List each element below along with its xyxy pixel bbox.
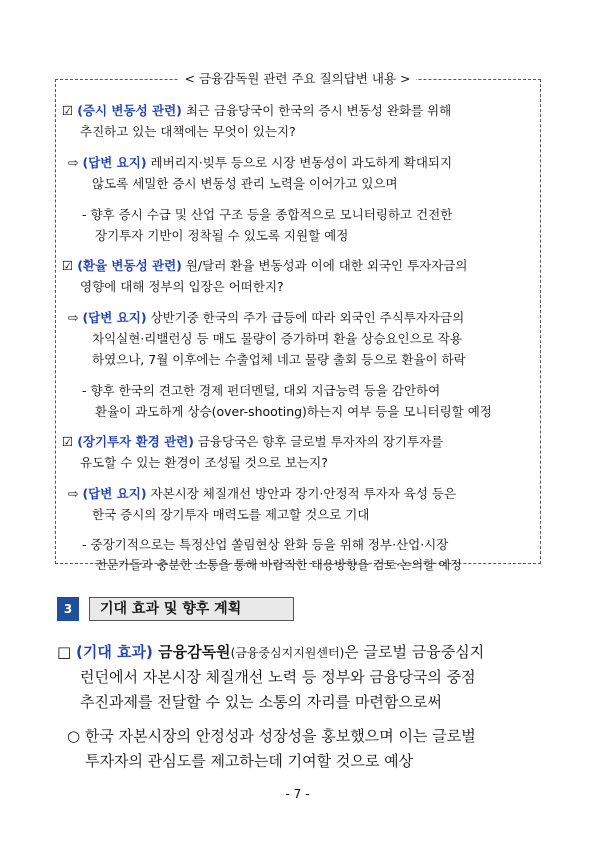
detail-1: - 향후 증시 수급 및 산업 구조 등을 종합적으로 모니터링하고 건전한 [82,207,453,222]
question-2: ☑ (환율 변동성 관련) 원/달러 환율 변동성과 이에 대한 외국인 투자자금의 [62,258,468,273]
effect-line3: 추진과제를 전달할 수 있는 소통의 자리를 마련함으로써 [80,693,442,711]
question-1-line2: 추진하고 있는 대책에는 무엇이 있는지? [80,124,296,139]
checkbox-icon: ☑ [62,434,74,449]
section-title: 기대 효과 및 향후 계획 [89,597,294,621]
circle-bullet-icon: ○ [67,727,81,745]
answer-2-line3: 하였으나, 7월 이후에는 수출업체 네고 물량 출회 등으로 환율이 하락 [92,352,466,367]
effect-paragraph: □ (기대 효과) 금융감독원(금융중심지지원센터)은 글로벌 금융중심지 [57,643,485,661]
answer-3-line2: 한국 증시의 장기투자 매력도를 제고할 것으로 기대 [92,507,370,522]
effect2-line2: 투자자의 관심도를 제고하는데 기여할 것으로 예상 [85,752,414,770]
answer-2-line2: 차익실현·리밸런싱 등 매도 물량이 증가하며 환율 상승요인으로 작용 [92,331,462,346]
arrow-icon: ⇨ [68,486,79,501]
effect-line2: 런던에서 자본시장 체질개선 노력 등 정부와 금융당국의 중점 [80,668,476,686]
answer-3: ⇨ (답변 요지) 자본시장 체질개선 방안과 장기·안정적 투자자 육성 등은 [68,486,457,501]
question-2-line2: 영향에 대해 정부의 입장은 어떠한지? [80,279,284,294]
question-1: ☑ (증시 변동성 관련) 최근 금융당국이 한국의 증시 변동성 완화를 위해 [62,103,452,118]
checkbox-icon: ☑ [62,258,74,273]
arrow-icon: ⇨ [68,310,79,325]
page-number: - 7 - [285,787,310,801]
answer-1: ⇨ (답변 요지) 레버리지·빚투 등으로 시장 변동성이 과도하게 확대되지 [68,155,453,170]
detail-3: - 중장기적으로는 특정산업 쏠림현상 완화 등을 위해 정부·산업·시장 [82,537,449,552]
detail-1-line2: 장기투자 기반이 정착될 수 있도록 지원할 예정 [95,228,349,243]
detail-2-line2: 환율이 과도하게 상승(over-shooting)하는지 여부 등을 모니터링할 예정 [95,404,492,419]
detail-3-line2: 전문가들과 충분한 소통을 통해 바람직한 대응방향을 검토·논의할 예정 [95,558,462,572]
arrow-icon: ⇨ [68,155,79,170]
question-3: ☑ (장기투자 환경 관련) 금융당국은 향후 글로벌 투자자의 장기투자를 [62,434,444,449]
question-3-line2: 유도할 수 있는 환경이 조성될 것으로 보는지? [80,455,328,470]
section-number: 3 [57,597,79,621]
detail-2: - 향후 한국의 견고한 경제 펀더멘털, 대외 지급능력 등을 감안하여 [82,383,441,398]
answer-2: ⇨ (답변 요지) 상반기중 한국의 주가 급등에 따라 외국인 주식투자자금의 [68,310,465,325]
answer-1-line2: 않도록 세밀한 증시 변동성 관리 노력을 이어가고 있으며 [92,176,398,191]
box-title: < 금융감독원 관련 주요 질의답변 내용 > [0,72,595,86]
square-bullet-icon: □ [57,643,72,661]
checkbox-icon: ☑ [62,103,74,118]
effect2-paragraph: ○ 한국 자본시장의 안정성과 성장성을 홍보했으며 이는 글로벌 [67,727,476,745]
